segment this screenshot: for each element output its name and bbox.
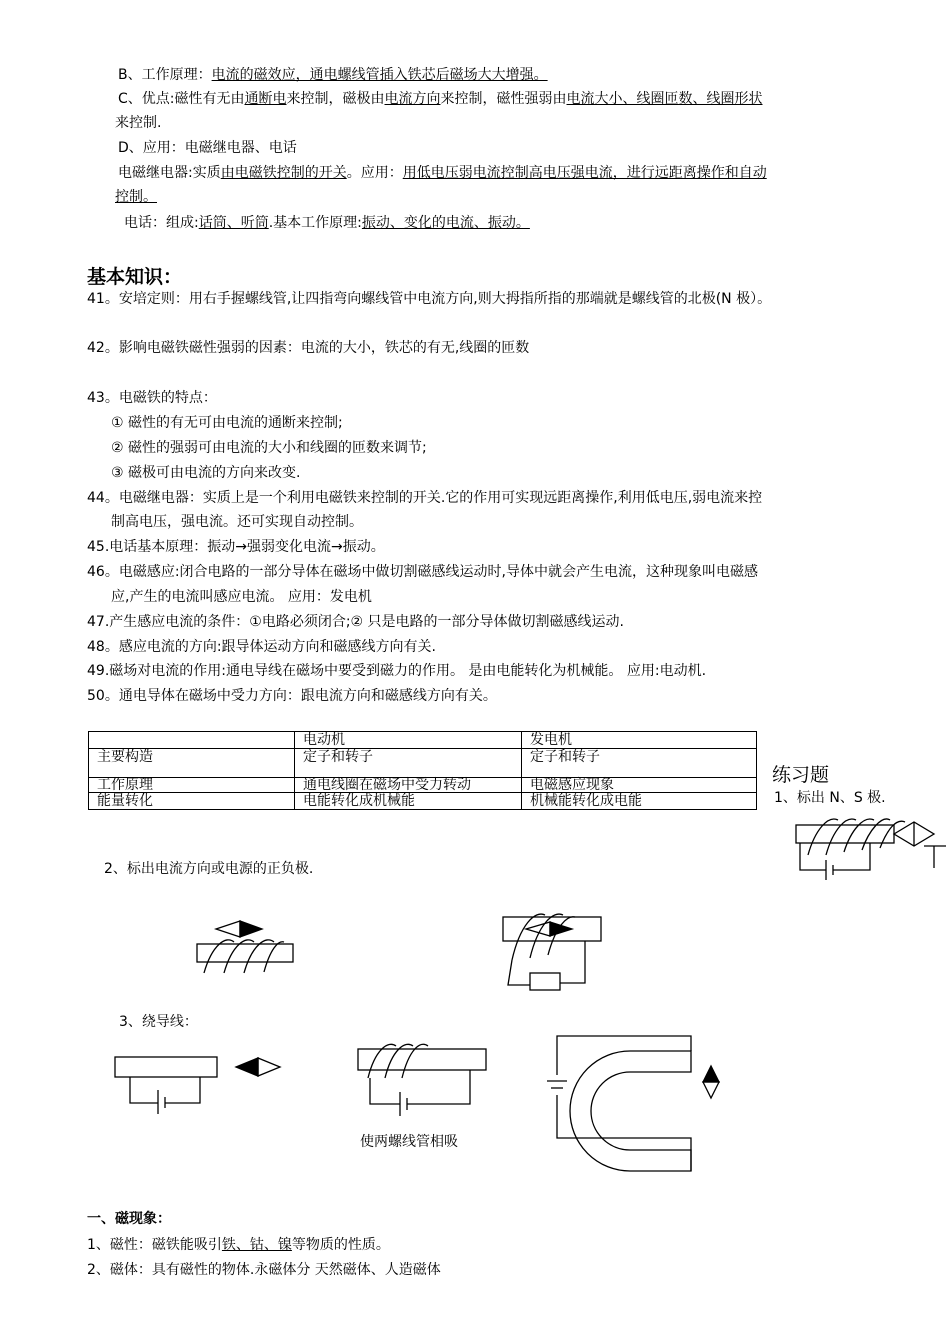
table-cell: 定子和转子 [295,749,522,778]
item-47: 47.产生感应电流的条件：①电路必须闭合;② 只是电路的一部分导体做切割磁感线运动. [87,614,624,630]
relay-underline: 控制。 [115,189,157,205]
principle-value: 电流的磁效应，通电螺线管插入铁芯后磁场大大增强。 [211,67,548,83]
relay-text: 电磁继电器:实质 [118,165,221,181]
basic-knowledge-title: 基本知识： [87,266,183,288]
advantage-underline: 通断电 [244,91,287,107]
practice-q2: 2、标出电流方向或电源的正负极. [104,861,314,877]
q1-solenoid-diagram [796,819,946,880]
relay-underline: 用低电压弱电流控制高电压强电流，进行远距离操作和自动 [402,165,767,181]
section-1-line-1 [87,1233,390,1257]
item-43-b: ② 磁性的强弱可由电流的大小和线圈的匝数来调节; [111,440,427,456]
item-46-cont: 应,产生的电流叫感应电流。 应用：发电机 [111,589,372,605]
item-49: 49.磁场对电流的作用:通电导线在磁场中要受到磁力的作用。 是由电能转化为机械能。 应用:电动机. [87,663,707,679]
table-cell: 电磁感应现象 [522,778,757,793]
practice-q3: 3、绕导线： [119,1014,198,1030]
advantage-text: 来控制，磁极由 [286,91,385,107]
q3-middle-solenoid [358,1044,486,1116]
advantage-text: C、优点:磁性有无由 [118,91,245,107]
q3-left-solenoid [115,1057,280,1114]
item-50: 50。通电导体在磁场中受力方向：跟电流方向和磁感线方向有关。 [87,688,497,704]
item-46: 46。电磁感应:闭合电路的一部分导体在磁场中做切割磁感线运动时,导体中就会产生电流，这种现象叫电磁感 [87,564,758,580]
table-cell: 发电机 [522,732,757,749]
item-43-c: ③ 磁极可由电流的方向来改变. [111,465,301,481]
phone-text: .基本工作原理: [268,215,362,231]
table-cell: 主要构造 [89,749,295,778]
phone-underline: 振动、变化的电流、振动。 [361,215,530,231]
relay-underline: 由电磁铁控制的开关 [220,165,347,181]
table-cell: 电动机 [295,732,522,749]
table-cell: 通电线圈在磁场中受力转动 [295,778,522,793]
item-44: 44。电磁继电器：实质上是一个利用电磁铁来控制的开关.它的作用可实现远距离操作,利用低电压,弱电流来控 [87,490,763,506]
item-41: 41。安培定则：用右手握螺线管,让四指弯向螺线管中电流方向,则大拇指所指的那端就是螺线管的北极(N 极）。 [87,291,772,307]
table-cell: 机械能转化成电能 [522,793,757,810]
item-43: 43。电磁铁的特点： [87,390,217,406]
relay-text: 。应用： [346,165,403,181]
table-cell: 电能转化成机械能 [295,793,522,810]
advantage-underline: 电流大小、线圈匝数、线圈形状 [566,91,763,107]
item-44-cont: 制高电压，强电流。还可实现自动控制。 [111,514,363,530]
section-1-text: 1、磁性：磁铁能吸引 [87,1237,222,1253]
section-1-underline: 铁、钴、镍 [221,1237,292,1253]
practice-title: 练习题 [772,764,830,786]
phone-text: 电话：组成: [124,215,199,231]
principle-label: B、工作原理： [118,67,212,83]
section-1-text: 等物质的性质。 [291,1237,390,1253]
application-line: D、应用：电磁继电器、电话 [118,140,297,156]
table-cell: 工作原理 [89,778,295,793]
practice-q1: 1、标出 N、S 极. [774,790,886,806]
table-cell: 定子和转子 [522,749,757,778]
advantage-line-2: 来控制. [115,115,162,131]
item-45: 45.电话基本原理：振动→强弱变化电流→振动。 [87,539,385,555]
phone-underline: 话筒、听筒 [198,215,269,231]
q2-left-solenoid [197,921,293,973]
item-48: 48。感应电流的方向:跟导体运动方向和磁感线方向有关. [87,639,436,655]
section-1-title: 一、磁现象： [87,1211,171,1227]
item-43-a: ① 磁性的有无可由电流的通断来控制; [111,415,343,431]
item-42: 42。影响电磁铁磁性强弱的因素：电流的大小，铁芯的有无,线圈的匝数 [87,340,530,356]
q2-right-solenoid [503,914,601,990]
advantage-text: 来控制，磁性强弱由 [440,91,567,107]
table-cell: 能量转化 [89,793,295,810]
advantage-underline: 电流方向 [384,91,441,107]
practice-q3-caption: 使两螺线管相吸 [360,1134,458,1150]
section-1-line-2: 2、磁体：具有磁性的物体.永磁体分 天然磁体、人造磁体 [87,1262,441,1278]
q3-u-magnet [547,1036,719,1171]
